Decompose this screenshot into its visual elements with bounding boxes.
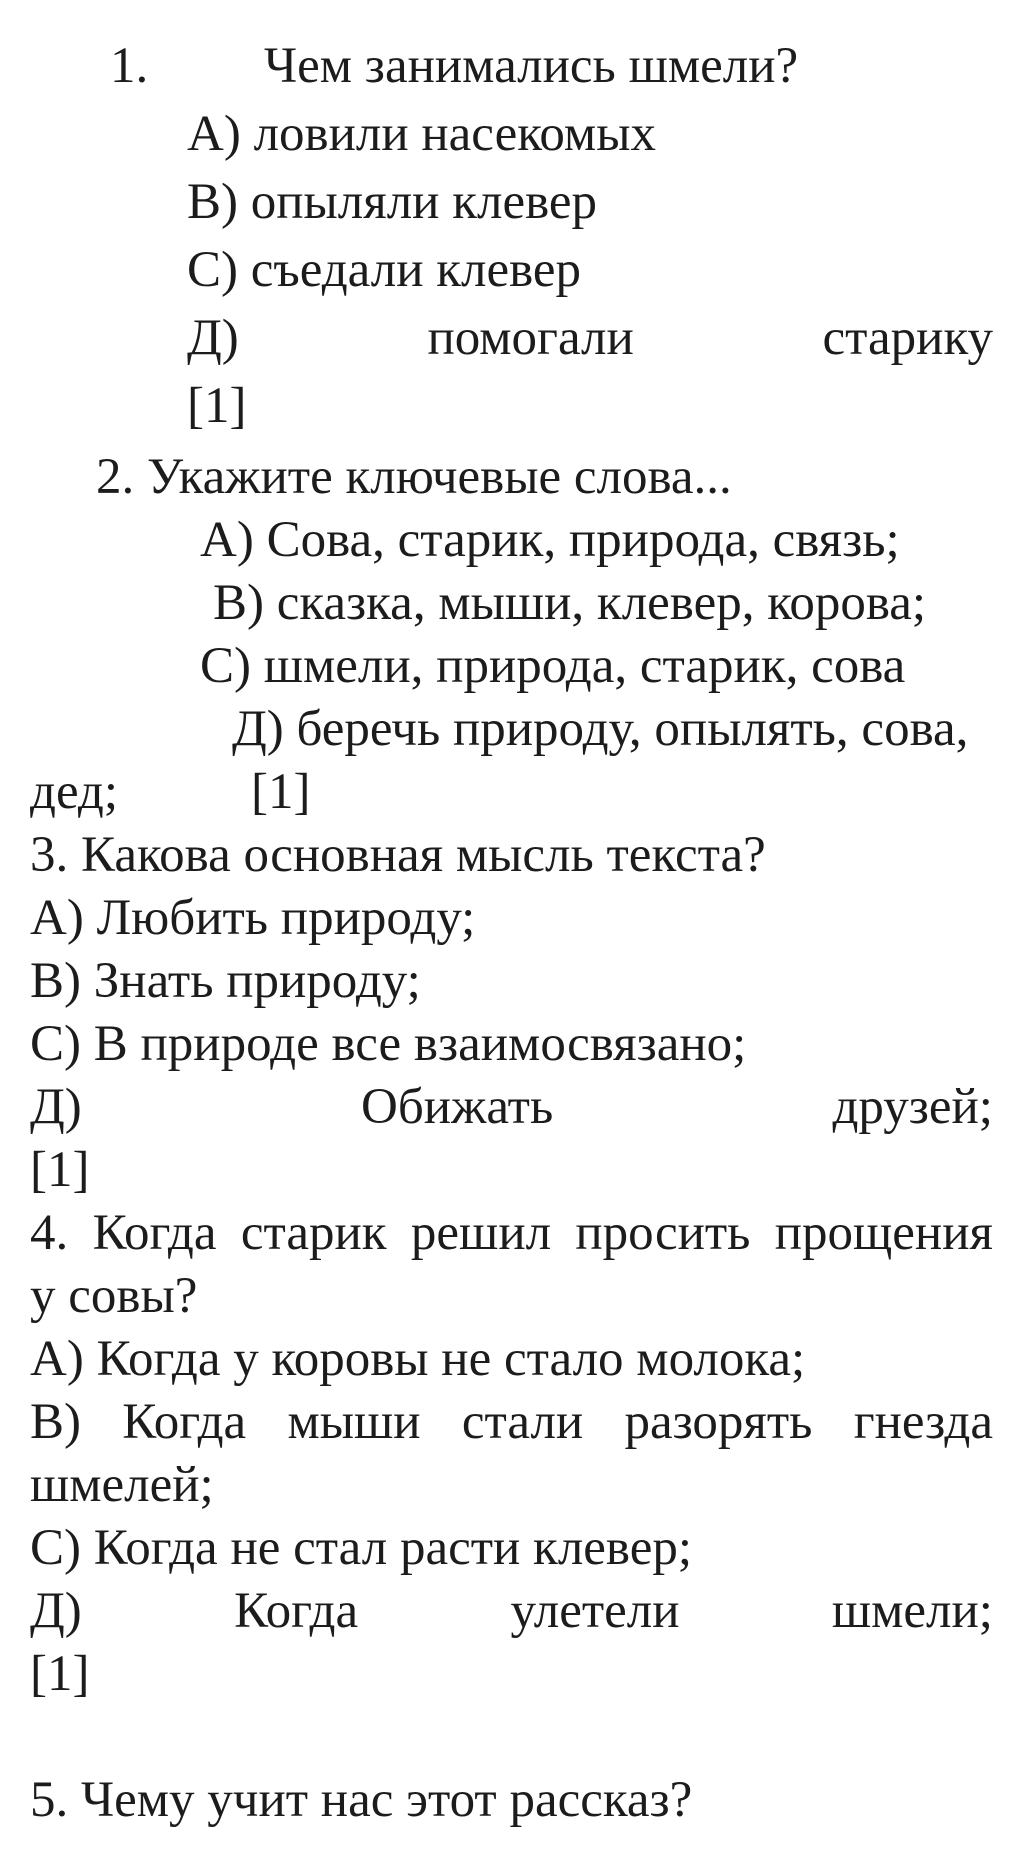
question-1-option-b: B) опыляли клевер: [187, 174, 597, 230]
question-3-option-d: [30, 1076, 993, 1139]
question-4-word-1: 4.: [30, 1205, 69, 1261]
question-4-option-a: A) Когда у коровы не стало молока;: [30, 1331, 806, 1387]
question-4-option-c: C) Когда не стал расти клевер;: [30, 1520, 693, 1576]
question-2-text: 2. Укажите ключевые слова...: [96, 449, 732, 505]
question-4-option-b-line-1: [30, 1391, 993, 1454]
question-2-option-d-continuation: дед;: [30, 764, 119, 820]
question-3-points: [1]: [30, 1142, 90, 1198]
question-4-word-3: старик: [240, 1205, 387, 1261]
question-1-points: [1]: [187, 378, 247, 434]
question-4-option-d-word-1: Д): [30, 1583, 82, 1639]
question-1-number: 1.: [110, 38, 149, 94]
question-4-option-d: [30, 1580, 993, 1643]
question-4-option-b-word-1: B): [30, 1394, 81, 1450]
question-1-option-d-word-1: Д): [187, 310, 239, 366]
question-1-text: Чем занимались шмели?: [264, 38, 799, 94]
question-1-option-d: [187, 307, 993, 370]
question-4-option-d-word-4: шмели;: [831, 1583, 993, 1639]
question-3-option-d-word-3: друзей;: [832, 1079, 993, 1135]
question-3-option-d-word-1: Д): [30, 1079, 82, 1135]
question-1-option-d-word-3: старику: [822, 310, 993, 366]
question-1-option-a: A) ловили насекомых: [187, 106, 656, 162]
question-4-option-b-word-5: разорять: [624, 1394, 813, 1450]
question-4-text-line-2: у совы?: [30, 1268, 198, 1324]
question-4-word-4: решил: [410, 1205, 552, 1261]
question-4-word-2: Когда: [92, 1205, 217, 1261]
question-3-option-c: C) В природе все взаимосвязано;: [30, 1016, 747, 1072]
question-3-option-d-word-2: Обижать: [361, 1079, 554, 1135]
question-4-option-b-word-4: стали: [461, 1394, 584, 1450]
question-4-option-b-word-6: гнезда: [853, 1394, 993, 1450]
question-1-option-d-word-2: помогали: [427, 310, 634, 366]
question-4-option-b-line-2: шмелей;: [30, 1457, 214, 1513]
question-3-option-a: A) Любить природу;: [30, 890, 476, 946]
question-2-option-a: A) Сова, старик, природа, связь;: [200, 512, 900, 568]
question-4-word-5: просить: [575, 1205, 751, 1261]
question-4-points: [1]: [30, 1646, 90, 1702]
question-2-option-b: B) сказка, мыши, клевер, корова;: [213, 575, 927, 631]
question-4-option-d-word-3: улетели: [510, 1583, 680, 1639]
question-4-option-b-word-3: мыши: [287, 1394, 421, 1450]
question-2-option-c: С) шмели, природа, старик, сова: [200, 638, 906, 694]
question-3-text: 3. Какова основная мысль текста?: [30, 827, 766, 883]
question-1-option-c: C) съедали клевер: [187, 242, 582, 298]
question-3-option-b: B) Знать природу;: [30, 953, 421, 1009]
question-2-points: [1]: [251, 764, 311, 820]
question-4-option-d-word-2: Когда: [234, 1583, 359, 1639]
question-4-option-b-word-2: Когда: [122, 1394, 247, 1450]
question-4-word-6: прощения: [774, 1205, 993, 1261]
question-4-text-line-1: [30, 1202, 993, 1265]
question-5-text: 5. Чему учит нас этот рассказ?: [30, 1772, 693, 1828]
question-2-option-d: Д) беречь природу, опылять, сова,: [232, 701, 969, 757]
